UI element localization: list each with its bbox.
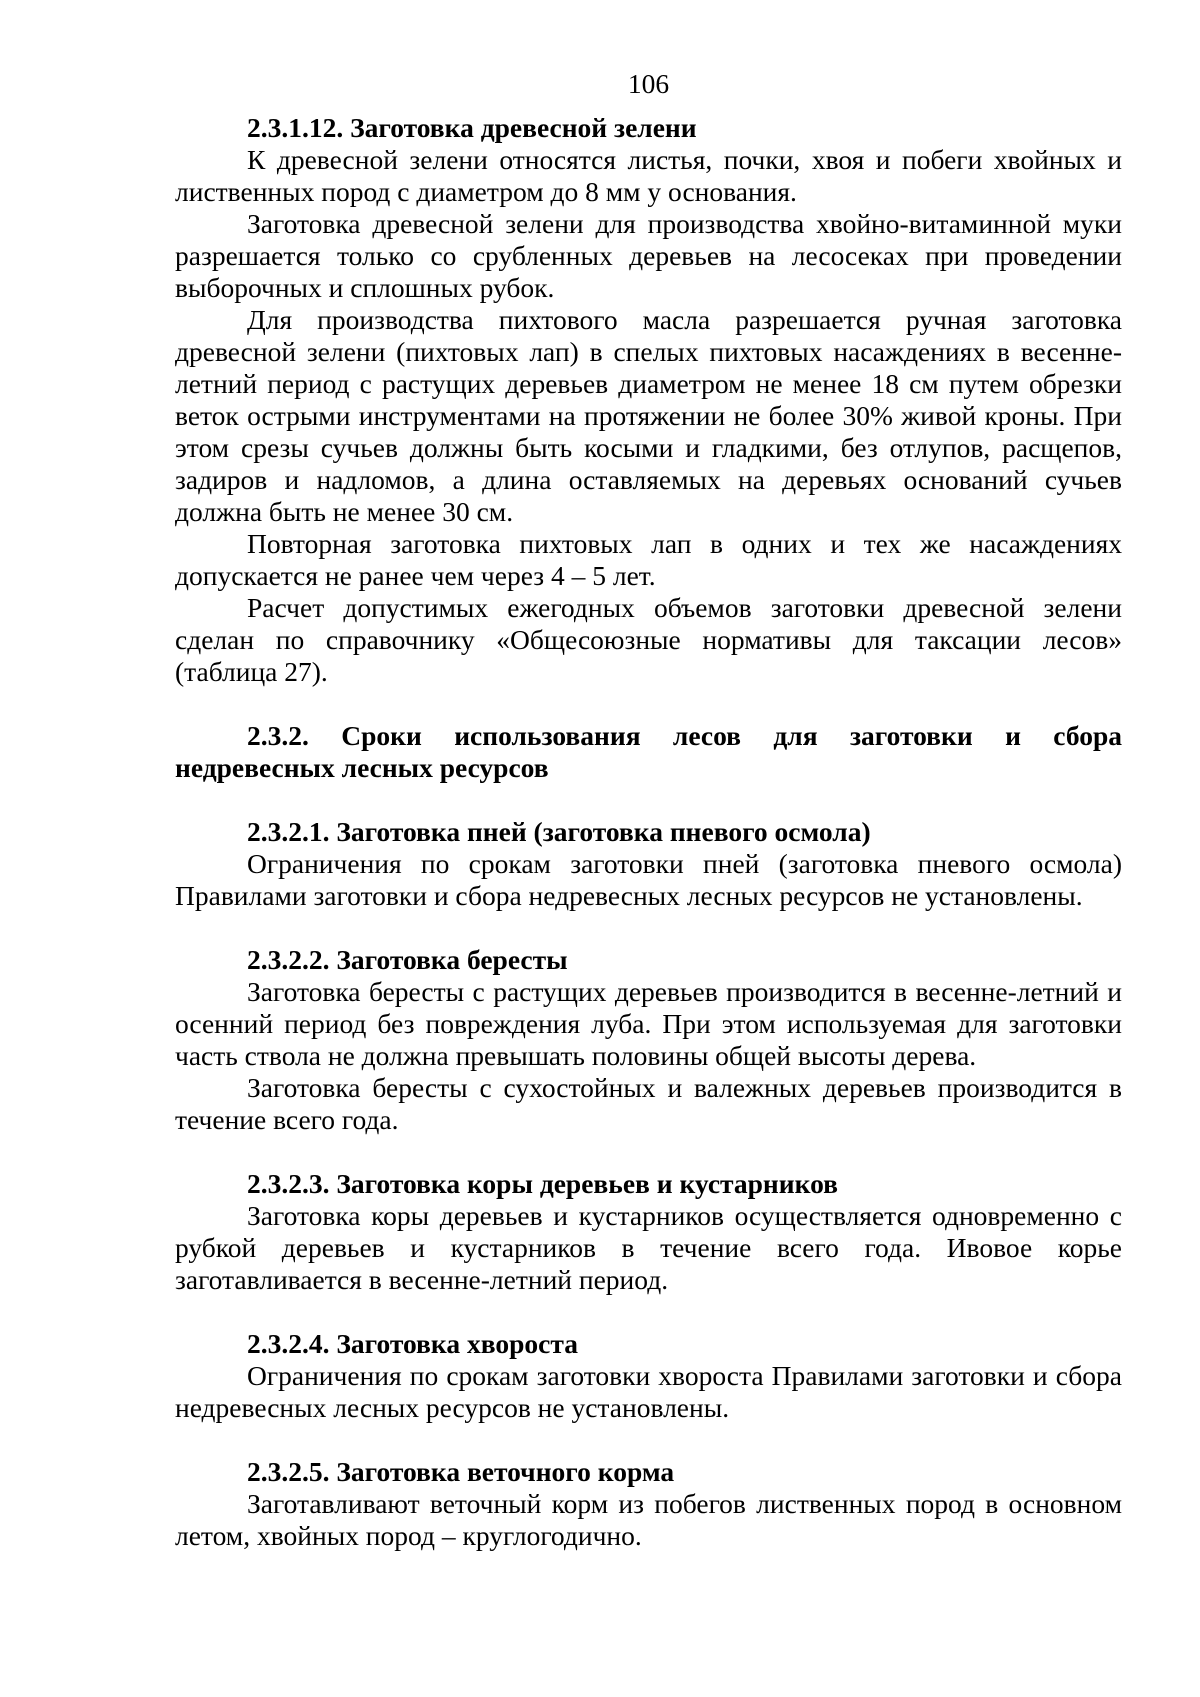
section-heading: 2.3.2.3. Заготовка коры деревьев и кустарников (247, 1168, 839, 1199)
document-page (175, 68, 1122, 1552)
page-number: 106 (627, 68, 670, 99)
section-heading-line-2: недревесных лесных ресурсов (175, 752, 549, 783)
spacer (175, 1136, 1122, 1168)
paragraph: Заготавливают веточный корм из побегов лиственных пород в основном летом, хвойных пород – круглогодично. (175, 1488, 1122, 1551)
section-2-3-2-4 (175, 1328, 1122, 1424)
spacer (175, 1424, 1122, 1456)
section-2-3-2-1 (175, 816, 1122, 912)
section-2-3-2-3 (175, 1168, 1122, 1296)
spacer (175, 784, 1122, 816)
section-heading-line-1: 2.3.2. Сроки использования лесов для заготовки и сбора (247, 720, 1122, 751)
paragraph: Ограничения по срокам заготовки пней (заготовка пневого осмола) Правилами заготовки и сбора недревесных лесных ресурсов не установлены. (175, 848, 1122, 911)
section-2-3-2-2 (175, 944, 1122, 1136)
paragraph: Заготовка древесной зелени для производства хвойно-витаминной муки разрешается только со срубленных деревьев на лесосеках при проведении выборочных и сплошных рубок. (175, 208, 1122, 303)
paragraph: Повторная заготовка пихтовых лап в одних и тех же насаждениях допускается не ранее чем через 4 – 5 лет. (175, 528, 1122, 591)
section-heading: 2.3.1.12. Заготовка древесной зелени (247, 112, 697, 143)
section-heading: 2.3.2.4. Заготовка хвороста (247, 1328, 578, 1359)
paragraph: К древесной зелени относятся листья, почки, хвоя и побеги хвойных и лиственных пород с диаметром до 8 мм у основания. (175, 144, 1122, 207)
spacer (175, 688, 1122, 720)
section-heading: 2.3.2.5. Заготовка веточного корма (247, 1456, 675, 1487)
section-heading: 2.3.2.2. Заготовка бересты (247, 944, 568, 975)
paragraph: Заготовка коры деревьев и кустарников осуществляется одновременно с рубкой деревьев и кустарников в течение всего года. Ивовое корье заготавливается в весенне-летний период. (175, 1200, 1122, 1295)
paragraph: Ограничения по срокам заготовки хвороста Правилами заготовки и сбора недревесных лесных ресурсов не установлены. (175, 1360, 1122, 1423)
paragraph: Расчет допустимых ежегодных объемов заготовки древесной зелени сделан по справочнику «Общесоюзные нормативы для таксации лесов» (таблица 27). (175, 592, 1122, 687)
section-2-3-1-12 (175, 112, 1122, 688)
section-2-3-2-5 (175, 1456, 1122, 1552)
section-heading: 2.3.2.1. Заготовка пней (заготовка пневого осмола) (247, 816, 871, 847)
paragraph: Для производства пихтового масла разрешается ручная заготовка древесной зелени (пихтовых лап) в спелых пихтовых насаждениях в весенне-летний период с растущих деревьев диаметром не менее 18 см путем обрезки веток острыми инструментами на протяжении не более 30% живой кроны. При этом срезы сучьев должны быть косыми и гладкими, без отлупов, расщепов, задиров и надломов, а длина оставляемых на деревьях оснований сучьев должна быть не менее 30 см. (175, 304, 1122, 527)
spacer (175, 1296, 1122, 1328)
section-2-3-2 (175, 720, 1122, 784)
spacer (175, 912, 1122, 944)
paragraph: Заготовка бересты с сухостойных и валежных деревьев производится в течение всего года. (175, 1072, 1122, 1135)
paragraph: Заготовка бересты с растущих деревьев производится в весенне-летний и осенний период без повреждения луба. При этом используемая для заготовки часть ствола не должна превышать половины общей высоты дерева. (175, 976, 1122, 1071)
